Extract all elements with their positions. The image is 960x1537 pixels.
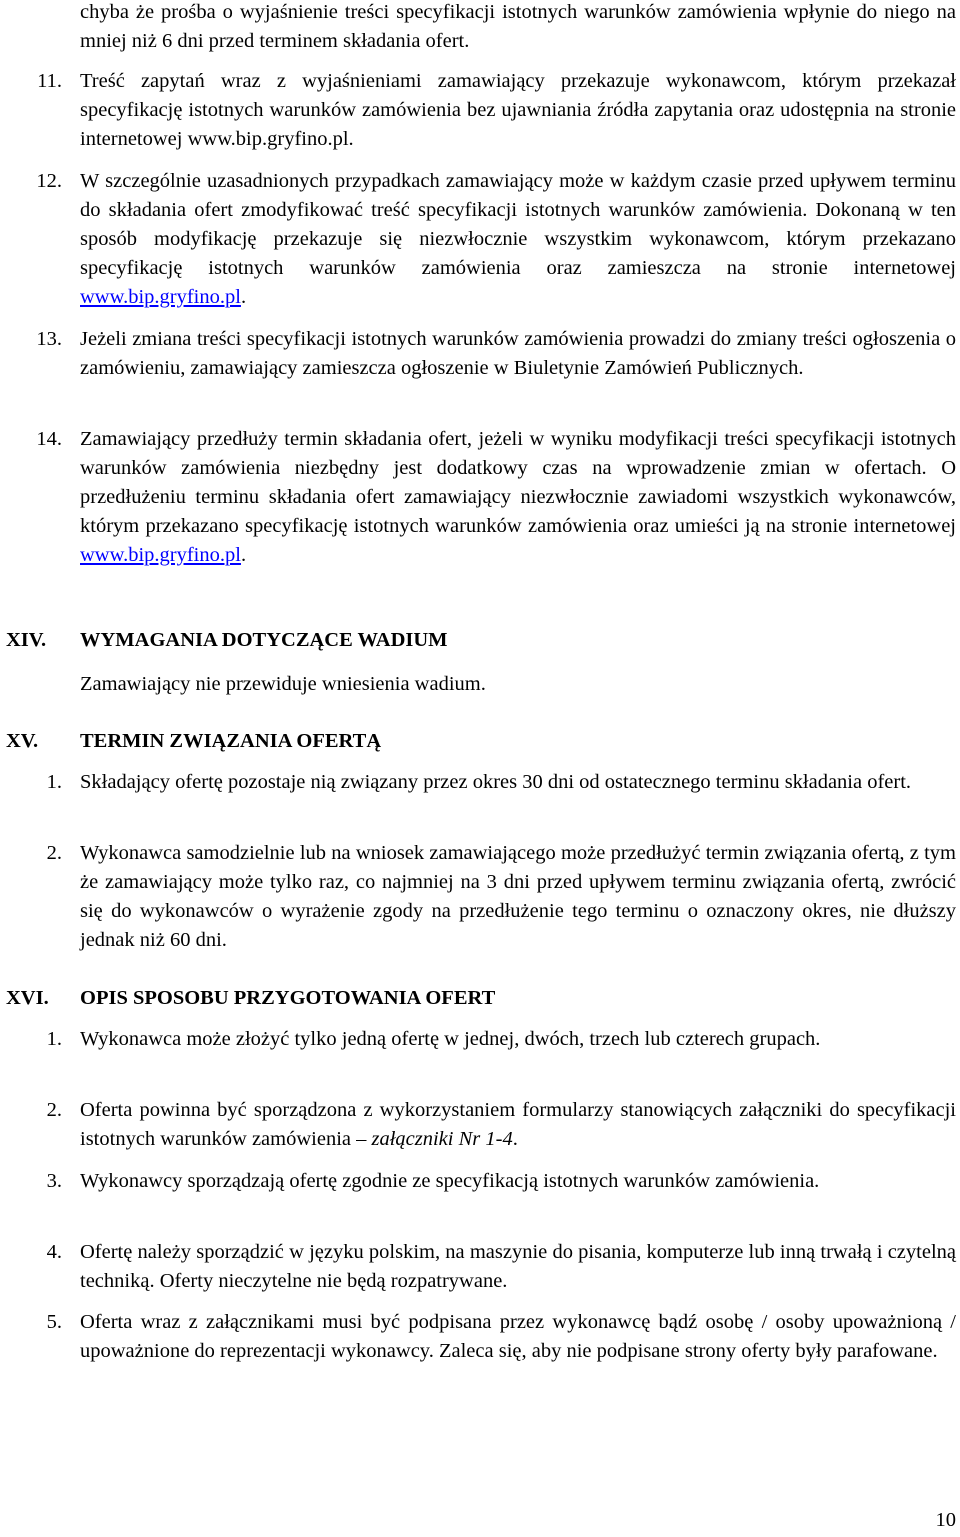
list-text: Treść zapytań wraz z wyjaśnieniami zamawiający przekazuje wykonawcom, którym przekazał specyfikację istotnych warunków zamówienia bez ujawniania źródła zapytania oraz udostępnia na stronie internetowej www.bip.gryfino.pl. [80, 70, 956, 150]
list-number: 12. [36, 170, 62, 192]
list-text-body: Oferta powinna być sporządzona z wykorzystaniem formularzy stanowiących załączniki do specyfikacji istotnych warunków zamówienia – [80, 1099, 956, 1150]
list-number: 11. [37, 70, 62, 92]
list-number: 3. [46, 1170, 62, 1192]
attachments-reference: załączniki Nr 1-4 [371, 1128, 513, 1150]
list-text-end: . [240, 286, 247, 308]
list-number: 4. [46, 1241, 62, 1263]
section-title: WYMAGANIA DOTYCZĄCE WADIUM [80, 629, 448, 651]
list-number: 14. [36, 428, 62, 450]
section-title: TERMIN ZWIĄZANIA OFERTĄ [80, 730, 382, 752]
list-text: Ofertę należy sporządzić w języku polskim, na maszynie do pisania, komputerze lub inną trwałą i czytelną techniką. Oferty nieczytelne nie będą rozpatrywane. [80, 1241, 956, 1292]
website-link[interactable]: www.bip.gryfino.pl [80, 544, 241, 566]
continuation-text: chyba że prośba o wyjaśnienie treści specyfikacji istotnych warunków zamówienia wpłynie do niego na mniej niż 6 dni przed terminem składania ofert. [80, 1, 956, 52]
list-text: Wykonawca samodzielnie lub na wniosek zamawiającego może przedłużyć termin związania ofertą, z tym że zamawiający może tylko raz, co najmniej na 3 dni przed upływem terminu związania ofertą, zwrócić się do wykonawców o wyrażenie zgody na przedłużenie tego terminu o oznaczony okres, nie dłuższy jednak niż 60 dni. [80, 842, 956, 951]
list-text: Oferta wraz z załącznikami musi być podpisana przez wykonawcę bądź osobę / osoby upoważnioną / upoważnione do reprezentacji wykonawcy. Zaleca się, aby nie podpisane strony oferty były parafowane. [80, 1311, 956, 1362]
list-text: Wykonawcy sporządzają ofertę zgodnie ze specyfikacją istotnych warunków zamówienia. [80, 1170, 820, 1192]
list-text: Składający ofertę pozostaje nią związany przez okres 30 dni od ostatecznego terminu składania ofert. [80, 771, 912, 793]
list-text [80, 1096, 956, 1154]
list-text: Jeżeli zmiana treści specyfikacji istotnych warunków zamówienia prowadzi do zmiany treści ogłoszenia o zamówieniu, zamawiający zamieszcza ogłoszenie w Biuletynie Zamówień Publicznych. [80, 328, 956, 379]
list-number: 1. [46, 771, 62, 793]
website-link[interactable]: www.bip.gryfino.pl [80, 286, 241, 308]
list-text-body: W szczególnie uzasadnionych przypadkach zamawiający może w każdym czasie przed upływem terminu do składania ofert zmodyfikować treść specyfikacji istotnych warunków zamówienia. Dokonaną w ten sposób modyfikację przekazuje się niezwłocznie wszystkim wykonawcom, którym przekazano specyfikację istotnych warunków zamówienia oraz zamieszcza na stronie internetowej [80, 170, 956, 279]
list-number: 2. [46, 842, 62, 864]
section-number: XIV. [6, 629, 47, 651]
list-text-body: Zamawiający przedłuży termin składania ofert, jeżeli w wyniku modyfikacji treści specyfikacji istotnych warunków zamówienia niezbędny jest dodatkowy czas na wprowadzenie zmian w ofertach. O przedłużeniu terminu składania ofert zamawiający niezwłocznie zawiadomi wszystkich wykonawców, którym przekazano specyfikację istotnych warunków zamówienia oraz umieści ją na stronie internetowej [80, 428, 956, 537]
section-body-text: Zamawiający nie przewiduje wniesienia wadium. [80, 673, 486, 695]
list-text [80, 167, 956, 312]
list-number: 13. [36, 328, 62, 350]
list-text-end: . [512, 1128, 518, 1150]
list-text [80, 425, 956, 570]
section-number: XV. [6, 730, 39, 752]
list-text: Wykonawca może złożyć tylko jedną ofertę w jednej, dwóch, trzech lub czterech grupach. [80, 1028, 821, 1050]
section-number: XVI. [6, 987, 49, 1009]
page-number: 10 [935, 1509, 956, 1531]
list-number: 2. [46, 1099, 62, 1121]
section-title: OPIS SPOSOBU PRZYGOTOWANIA OFERT [80, 987, 496, 1009]
list-number: 5. [46, 1311, 62, 1333]
list-number: 1. [46, 1028, 62, 1050]
list-text-end: . [240, 544, 247, 566]
